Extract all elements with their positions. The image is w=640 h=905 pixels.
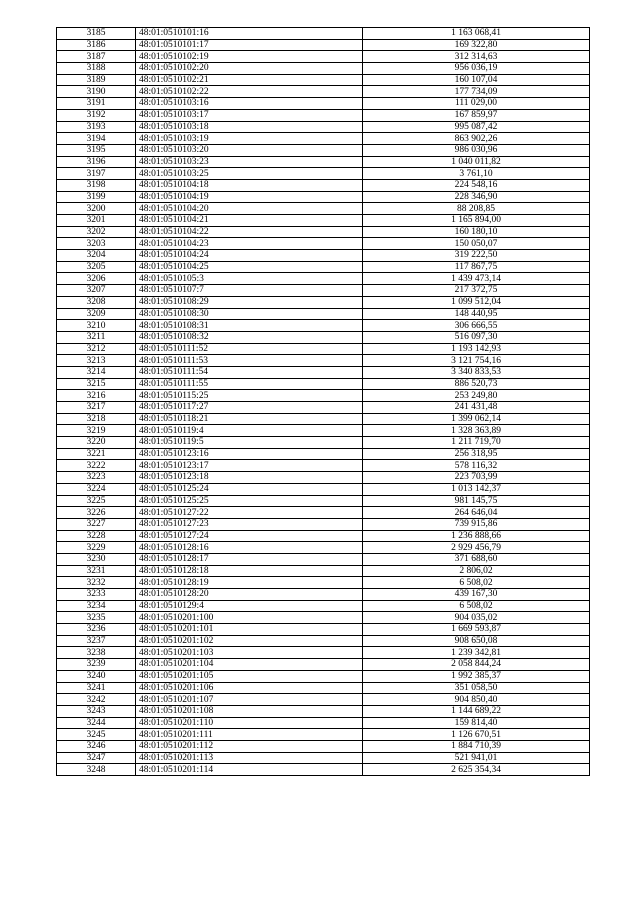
cadastral-value-cell: 264 646,04 [363,507,590,519]
row-number-cell: 3185 [57,28,136,40]
cadastral-value-cell: 904 850,40 [363,694,590,706]
row-number-cell: 3231 [57,565,136,577]
cadastral-number-cell: 48:01:0510123:16 [136,448,363,460]
cadastral-value-cell: 1 126 670,51 [363,729,590,741]
row-number-cell: 3248 [57,764,136,776]
cadastral-number-cell: 48:01:0510108:29 [136,296,363,308]
row-number-cell: 3217 [57,402,136,414]
row-number-cell: 3230 [57,553,136,565]
cadastral-value-cell: 159 814,40 [363,717,590,729]
cadastral-value-cell: 3 761,10 [363,168,590,180]
cadastral-value-cell: 908 650,08 [363,635,590,647]
cadastral-value-cell: 167 859,97 [363,109,590,121]
table-row [57,320,590,332]
cadastral-number-cell: 48:01:0510107:7 [136,285,363,297]
cadastral-number-cell: 48:01:0510201:103 [136,647,363,659]
cadastral-value-cell: 1 669 593,87 [363,624,590,636]
cadastral-number-cell: 48:01:0510201:113 [136,752,363,764]
row-number-cell: 3233 [57,589,136,601]
cadastral-number-cell: 48:01:0510128:18 [136,565,363,577]
cadastral-number-cell: 48:01:0510117:27 [136,402,363,414]
cadastral-number-cell: 48:01:0510125:25 [136,495,363,507]
cadastral-number-cell: 48:01:0510127:24 [136,530,363,542]
cadastral-value-cell: 117 867,75 [363,261,590,273]
table-row [57,495,590,507]
row-number-cell: 3201 [57,215,136,227]
cadastral-value-cell: 253 249,80 [363,390,590,402]
row-number-cell: 3229 [57,542,136,554]
cadastral-value-cell: 2 929 456,79 [363,542,590,554]
cadastral-value-cell: 904 035,02 [363,612,590,624]
cadastral-number-cell: 48:01:0510201:101 [136,624,363,636]
cadastral-value-cell: 2 625 354,34 [363,764,590,776]
cadastral-value-cell: 3 340 833,53 [363,366,590,378]
cadastral-number-cell: 48:01:0510104:19 [136,191,363,203]
row-number-cell: 3242 [57,694,136,706]
row-number-cell: 3236 [57,624,136,636]
table-row [57,402,590,414]
cadastral-number-cell: 48:01:0510104:25 [136,261,363,273]
row-number-cell: 3228 [57,530,136,542]
cadastral-number-cell: 48:01:0510201:102 [136,635,363,647]
table-row [57,565,590,577]
row-number-cell: 3200 [57,203,136,215]
cadastral-value-cell: 1 040 011,82 [363,156,590,168]
table-row [57,226,590,238]
table-row [57,542,590,554]
table-row [57,74,590,86]
cadastral-number-cell: 48:01:0510201:114 [136,764,363,776]
table-row [57,764,590,776]
cadastral-number-cell: 48:01:0510127:23 [136,518,363,530]
cadastral-number-cell: 48:01:0510102:20 [136,63,363,75]
cadastral-value-cell: 995 087,42 [363,121,590,133]
row-number-cell: 3186 [57,39,136,51]
cadastral-number-cell: 48:01:0510103:19 [136,133,363,145]
row-number-cell: 3188 [57,63,136,75]
cadastral-value-cell: 2 806,02 [363,565,590,577]
cadastral-number-cell: 48:01:0510128:17 [136,553,363,565]
row-number-cell: 3207 [57,285,136,297]
table-row [57,179,590,191]
row-number-cell: 3204 [57,250,136,262]
cadastral-value-cell: 160 107,04 [363,74,590,86]
table-row [57,647,590,659]
cadastral-value-cell: 241 431,48 [363,402,590,414]
table-row [57,121,590,133]
cadastral-value-cell: 863 902,26 [363,133,590,145]
table-row [57,203,590,215]
table-row [57,612,590,624]
cadastral-value-cell: 1 328 363,89 [363,425,590,437]
cadastral-number-cell: 48:01:0510129:4 [136,600,363,612]
cadastral-value-cell: 1 992 385,37 [363,670,590,682]
cadastral-number-cell: 48:01:0510104:18 [136,179,363,191]
cadastral-value-cell: 516 097,30 [363,331,590,343]
cadastral-value-cell: 1 165 894,00 [363,215,590,227]
cadastral-number-cell: 48:01:0510103:18 [136,121,363,133]
cadastral-value-cell: 1 099 512,04 [363,296,590,308]
cadastral-value-cell: 521 941,01 [363,752,590,764]
cadastral-value-cell: 6 508,02 [363,577,590,589]
table-row [57,86,590,98]
table-row [57,285,590,297]
row-number-cell: 3208 [57,296,136,308]
row-number-cell: 3195 [57,144,136,156]
cadastral-number-cell: 48:01:0510108:31 [136,320,363,332]
cadastral-value-cell: 1 399 062,14 [363,413,590,425]
row-number-cell: 3199 [57,191,136,203]
cadastral-value-cell: 1 884 710,39 [363,740,590,752]
cadastral-number-cell: 48:01:0510102:22 [136,86,363,98]
row-number-cell: 3206 [57,273,136,285]
cadastral-number-cell: 48:01:0510104:22 [136,226,363,238]
cadastral-value-cell: 150 050,07 [363,238,590,250]
cadastral-value-cell: 312 314,63 [363,51,590,63]
row-number-cell: 3244 [57,717,136,729]
table-row [57,530,590,542]
cadastral-value-cell: 217 372,75 [363,285,590,297]
cadastral-number-cell: 48:01:0510201:107 [136,694,363,706]
cadastral-value-cell: 111 029,00 [363,98,590,110]
cadastral-number-cell: 48:01:0510119:4 [136,425,363,437]
table-row [57,355,590,367]
cadastral-value-cell: 1 163 068,41 [363,28,590,40]
row-number-cell: 3246 [57,740,136,752]
cadastral-value-cell: 306 666,55 [363,320,590,332]
row-number-cell: 3232 [57,577,136,589]
table-row [57,694,590,706]
cadastral-value-cell: 1 013 142,37 [363,483,590,495]
table-row [57,448,590,460]
cadastral-number-cell: 48:01:0510105:3 [136,273,363,285]
cadastral-value-cell: 148 440,95 [363,308,590,320]
row-number-cell: 3205 [57,261,136,273]
row-number-cell: 3203 [57,238,136,250]
cadastral-value-cell: 1 236 888,66 [363,530,590,542]
cadastral-number-cell: 48:01:0510101:17 [136,39,363,51]
table-row [57,238,590,250]
table-row [57,343,590,355]
cadastral-number-cell: 48:01:0510103:16 [136,98,363,110]
table-row [57,425,590,437]
table-row [57,366,590,378]
row-number-cell: 3210 [57,320,136,332]
table-body [57,28,590,776]
row-number-cell: 3189 [57,74,136,86]
row-number-cell: 3239 [57,659,136,671]
cadastral-value-cell: 3 121 754,16 [363,355,590,367]
cadastral-number-cell: 48:01:0510201:110 [136,717,363,729]
cadastral-number-cell: 48:01:0510115:25 [136,390,363,402]
cadastral-value-cell: 2 058 844,24 [363,659,590,671]
cadastral-number-cell: 48:01:0510201:105 [136,670,363,682]
table-row [57,483,590,495]
cadastral-value-cell: 956 036,19 [363,63,590,75]
cadastral-number-cell: 48:01:0510125:24 [136,483,363,495]
cadastral-number-cell: 48:01:0510201:111 [136,729,363,741]
cadastral-value-cell: 6 508,02 [363,600,590,612]
cadastral-number-cell: 48:01:0510103:20 [136,144,363,156]
row-number-cell: 3245 [57,729,136,741]
table-row [57,39,590,51]
row-number-cell: 3191 [57,98,136,110]
cadastral-value-cell: 1 144 689,22 [363,705,590,717]
table-row [57,670,590,682]
table-row [57,659,590,671]
cadastral-value-cell: 351 058,50 [363,682,590,694]
row-number-cell: 3247 [57,752,136,764]
cadastral-value-cell: 256 318,95 [363,448,590,460]
row-number-cell: 3237 [57,635,136,647]
cadastral-value-table [56,27,590,776]
cadastral-number-cell: 48:01:0510108:32 [136,331,363,343]
cadastral-value-cell: 1 439 473,14 [363,273,590,285]
row-number-cell: 3223 [57,472,136,484]
table-row [57,589,590,601]
cadastral-value-cell: 739 915,86 [363,518,590,530]
row-number-cell: 3193 [57,121,136,133]
row-number-cell: 3213 [57,355,136,367]
cadastral-value-cell: 986 030,96 [363,144,590,156]
table-row [57,109,590,121]
cadastral-value-cell: 160 180,10 [363,226,590,238]
table-row [57,518,590,530]
table-row [57,191,590,203]
cadastral-number-cell: 48:01:0510128:20 [136,589,363,601]
row-number-cell: 3216 [57,390,136,402]
cadastral-number-cell: 48:01:0510103:25 [136,168,363,180]
cadastral-number-cell: 48:01:0510201:100 [136,612,363,624]
cadastral-number-cell: 48:01:0510128:19 [136,577,363,589]
row-number-cell: 3209 [57,308,136,320]
table-row [57,717,590,729]
table-row [57,600,590,612]
cadastral-number-cell: 48:01:0510103:17 [136,109,363,121]
cadastral-value-cell: 1 211 719,70 [363,437,590,449]
cadastral-number-cell: 48:01:0510128:16 [136,542,363,554]
row-number-cell: 3194 [57,133,136,145]
cadastral-number-cell: 48:01:0510104:23 [136,238,363,250]
table-row [57,577,590,589]
table-row [57,740,590,752]
cadastral-number-cell: 48:01:0510111:55 [136,378,363,390]
table-row [57,624,590,636]
table-row [57,308,590,320]
table-row [57,215,590,227]
table-row [57,144,590,156]
row-number-cell: 3190 [57,86,136,98]
cadastral-value-cell: 319 222,50 [363,250,590,262]
table-row [57,682,590,694]
cadastral-number-cell: 48:01:0510102:19 [136,51,363,63]
table-row [57,553,590,565]
table-row [57,296,590,308]
cadastral-number-cell: 48:01:0510108:30 [136,308,363,320]
cadastral-value-cell: 223 703,99 [363,472,590,484]
cadastral-value-cell: 578 116,32 [363,460,590,472]
cadastral-number-cell: 48:01:0510201:106 [136,682,363,694]
cadastral-value-cell: 1 239 342,81 [363,647,590,659]
table-row [57,28,590,40]
cadastral-number-cell: 48:01:0510111:52 [136,343,363,355]
row-number-cell: 3198 [57,179,136,191]
cadastral-value-cell: 886 520,73 [363,378,590,390]
row-number-cell: 3219 [57,425,136,437]
row-number-cell: 3226 [57,507,136,519]
row-number-cell: 3240 [57,670,136,682]
row-number-cell: 3212 [57,343,136,355]
row-number-cell: 3227 [57,518,136,530]
row-number-cell: 3196 [57,156,136,168]
row-number-cell: 3187 [57,51,136,63]
table-row [57,705,590,717]
row-number-cell: 3222 [57,460,136,472]
row-number-cell: 3243 [57,705,136,717]
row-number-cell: 3214 [57,366,136,378]
cadastral-number-cell: 48:01:0510101:16 [136,28,363,40]
table-row [57,250,590,262]
cadastral-number-cell: 48:01:0510123:18 [136,472,363,484]
row-number-cell: 3220 [57,437,136,449]
row-number-cell: 3238 [57,647,136,659]
row-number-cell: 3215 [57,378,136,390]
table-row [57,168,590,180]
cadastral-number-cell: 48:01:0510201:104 [136,659,363,671]
cadastral-number-cell: 48:01:0510104:21 [136,215,363,227]
table-row [57,98,590,110]
cadastral-number-cell: 48:01:0510103:23 [136,156,363,168]
table-row [57,460,590,472]
cadastral-value-cell: 1 193 142,93 [363,343,590,355]
table-row [57,51,590,63]
table-row [57,63,590,75]
cadastral-number-cell: 48:01:0510104:20 [136,203,363,215]
table-row [57,261,590,273]
cadastral-number-cell: 48:01:0510111:53 [136,355,363,367]
cadastral-number-cell: 48:01:0510201:112 [136,740,363,752]
cadastral-value-cell: 88 208,85 [363,203,590,215]
row-number-cell: 3197 [57,168,136,180]
table-row [57,752,590,764]
cadastral-number-cell: 48:01:0510102:21 [136,74,363,86]
table-row [57,472,590,484]
row-number-cell: 3224 [57,483,136,495]
row-number-cell: 3218 [57,413,136,425]
row-number-cell: 3235 [57,612,136,624]
cadastral-number-cell: 48:01:0510118:21 [136,413,363,425]
cadastral-value-cell: 371 688,60 [363,553,590,565]
cadastral-value-cell: 224 548,16 [363,179,590,191]
row-number-cell: 3202 [57,226,136,238]
table-row [57,273,590,285]
cadastral-number-cell: 48:01:0510111:54 [136,366,363,378]
cadastral-value-cell: 177 734,09 [363,86,590,98]
cadastral-value-cell: 981 145,75 [363,495,590,507]
row-number-cell: 3211 [57,331,136,343]
cadastral-value-cell: 228 346,90 [363,191,590,203]
table-row [57,729,590,741]
cadastral-number-cell: 48:01:0510201:108 [136,705,363,717]
row-number-cell: 3241 [57,682,136,694]
row-number-cell: 3221 [57,448,136,460]
table-row [57,390,590,402]
cadastral-number-cell: 48:01:0510104:24 [136,250,363,262]
table-row [57,331,590,343]
row-number-cell: 3234 [57,600,136,612]
cadastral-number-cell: 48:01:0510127:22 [136,507,363,519]
table-row [57,507,590,519]
table-row [57,635,590,647]
table-row [57,437,590,449]
table-row [57,413,590,425]
row-number-cell: 3225 [57,495,136,507]
cadastral-number-cell: 48:01:0510123:17 [136,460,363,472]
cadastral-value-cell: 439 167,30 [363,589,590,601]
cadastral-number-cell: 48:01:0510119:5 [136,437,363,449]
table-row [57,378,590,390]
table-row [57,133,590,145]
table-row [57,156,590,168]
row-number-cell: 3192 [57,109,136,121]
cadastral-value-cell: 169 322,80 [363,39,590,51]
